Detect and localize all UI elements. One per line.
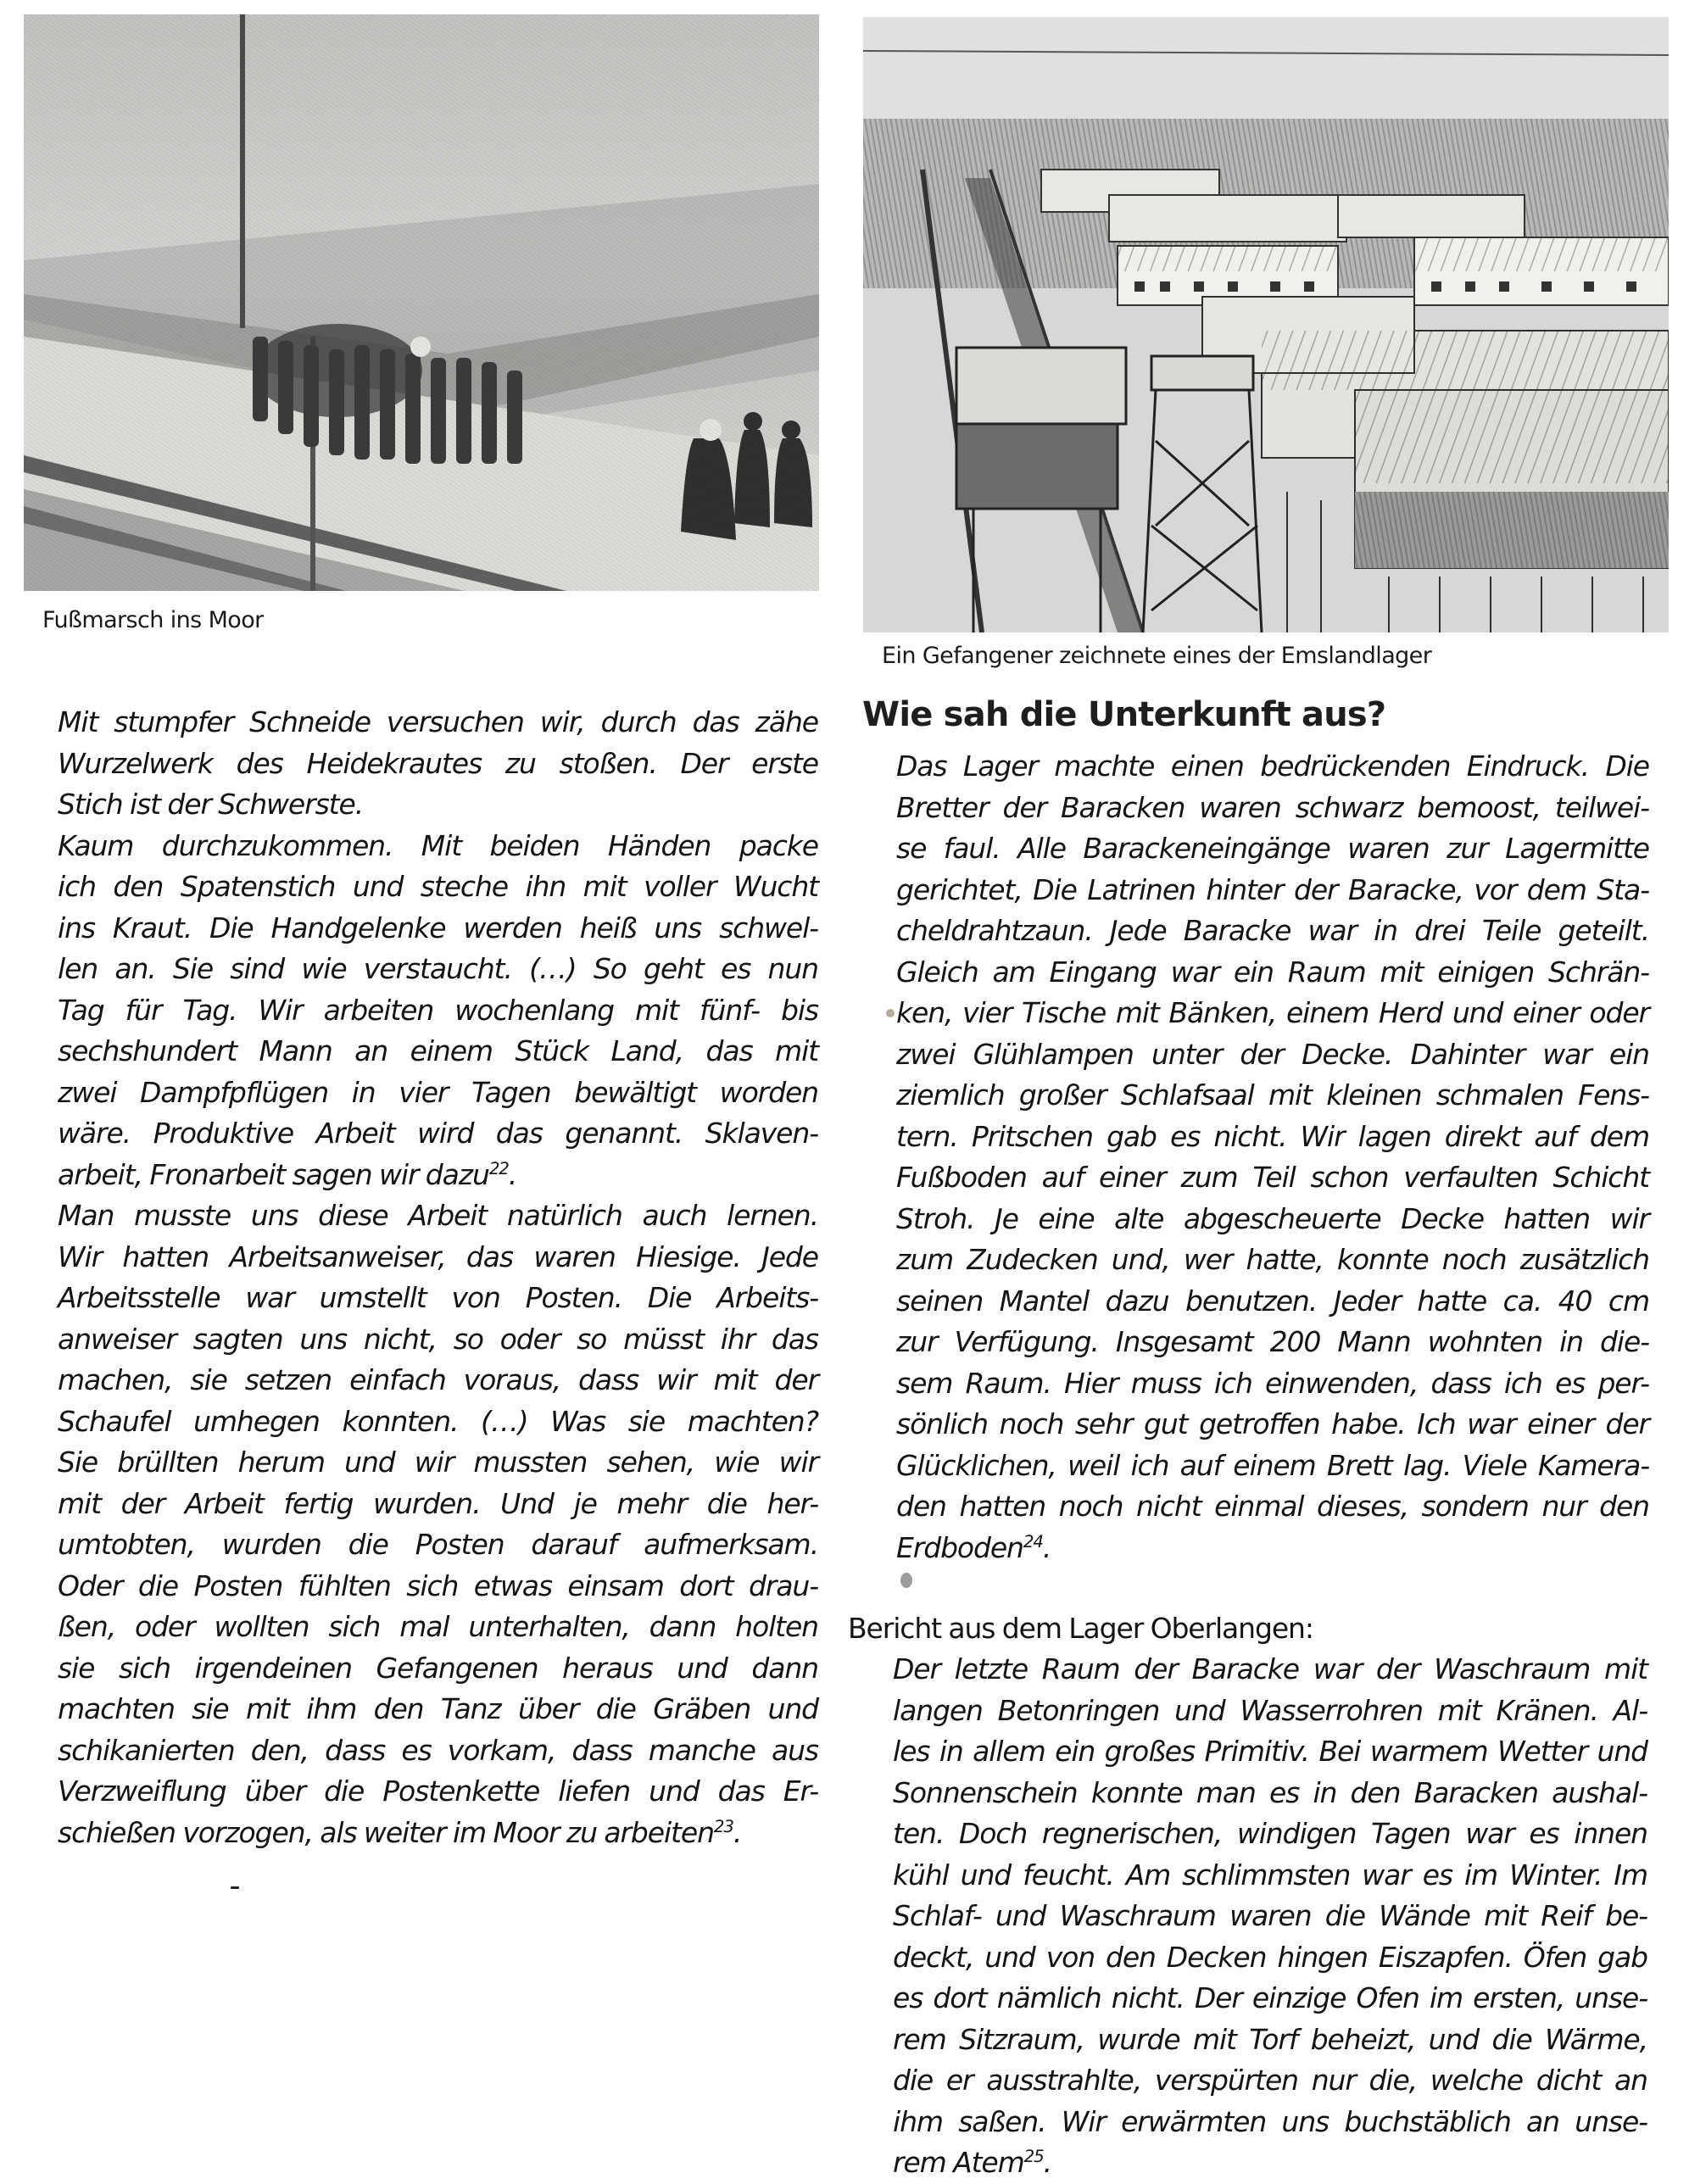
text-line (896, 1240, 1649, 1281)
text-line-content: umtobten, wurden die Posten darauf aufmerksam. (58, 1528, 818, 1561)
text-line (896, 952, 1649, 994)
text-line (893, 1978, 1647, 2020)
text-line (896, 911, 1649, 952)
text-line-content: Kaum durchzukommen. Mit beiden Händen packe (58, 828, 818, 862)
text-line-content: se faul. Alle Barackeneingänge waren zur Lagermitte (896, 832, 1649, 865)
text-line-content: zur Verfügung. Insgesamt 200 Mann wohnten in die- (896, 1325, 1649, 1358)
text-line-content: die er ausstrahlte, verspürten nur die, welche dicht an (893, 2064, 1647, 2097)
text-line-content: Glücklichen, weil ich auf einem Brett lag. Viele Kamera- (896, 1448, 1649, 1482)
marching-prisoners-illustration (24, 14, 819, 591)
text-line (893, 1855, 1647, 1897)
scan-speck (900, 1573, 912, 1588)
text-line (58, 1771, 818, 1813)
text-line-content: Fußboden auf einer zum Teil schon verfaulten Schicht (896, 1161, 1649, 1194)
text-line-content: kühl und feucht. Am schlimmsten war es im Winter. Im (893, 1858, 1647, 1892)
footnote-marker: 22 (488, 1158, 509, 1178)
text-line-content: rem Atem (893, 2146, 1024, 2179)
text-line (58, 1484, 818, 1525)
text-line (58, 702, 818, 744)
text-line-content: ins Kraut. Die Handgelenke werden heiß uns schwel- (58, 911, 818, 944)
footnote-marker: 24 (1023, 1531, 1043, 1552)
footnote-marker: 25 (1023, 2147, 1044, 2166)
text-line (58, 1360, 818, 1401)
scan-speck (231, 1886, 239, 1889)
text-line-content: les in allem ein großes Primitiv. Bei warmem Wetter und (893, 1735, 1647, 1768)
text-line (896, 746, 1649, 788)
text-line (896, 870, 1649, 911)
text-line (58, 744, 818, 785)
text-line (896, 828, 1649, 870)
text-line-content: gerichtet, Die Latrinen hinter der Baracke, vor dem Sta- (896, 872, 1649, 906)
line-end-punctuation: . (508, 1157, 517, 1191)
text-line (58, 1237, 818, 1279)
text-line (58, 1813, 818, 1854)
text-line-content: sechshundert Mann an einem Stück Land, das mit (58, 1034, 818, 1067)
text-line (896, 1322, 1649, 1363)
text-line (58, 1319, 818, 1361)
text-line (896, 1404, 1649, 1446)
text-line-content: len an. Sie sind wie verstaucht. (…) So geht es nun (58, 952, 818, 985)
text-line-content: es dort nämlich nicht. Der einzige Ofen im ersten, unse- (893, 1981, 1647, 2014)
report-intro (848, 1608, 1611, 1650)
text-line-content: Stroh. Je eine alte abgescheuerte Decke hatten wir (896, 1201, 1649, 1235)
text-line (58, 1648, 818, 1690)
section-heading: Wie sah die Unterkunft aus? (862, 695, 1386, 734)
text-line (896, 1363, 1649, 1405)
text-line-content: Verzweiflung über die Postenkette liefen und das Er- (58, 1774, 818, 1808)
text-line (58, 1113, 818, 1155)
text-line-content: sönlich noch sehr gut getroffen habe. Ich war einer der (896, 1407, 1649, 1440)
text-line-content: machten sie mit ihm den Tanz über die Gräben und (58, 1692, 818, 1725)
text-line-content: ten. Doch regnerischen, windigen Tagen war es innen (893, 1817, 1647, 1850)
text-line-content: schießen vorzogen, als weiter im Moor zu arbeiten (58, 1815, 714, 1849)
line-end-punctuation: . (1042, 1530, 1051, 1564)
text-line-content: Schlaf- und Waschraum waren die Wände mit Reif be- (893, 1899, 1647, 1932)
right-photo-caption: Ein Gefangener zeichnete eines der Emslandlager (882, 643, 1432, 669)
text-line (896, 1528, 1649, 1569)
text-line-content: rem Sitzraum, wurde mit Torf beheizt, und die Wärme, (893, 2022, 1647, 2056)
text-line (58, 990, 818, 1032)
text-line-content: Arbeitsstelle war umstellt von Posten. Die Arbeits- (58, 1281, 818, 1314)
text-line (893, 2020, 1647, 2061)
text-line (896, 1199, 1649, 1240)
text-line-content: zwei Dampfpflügen in vier Tagen bewältigt worden (58, 1075, 818, 1109)
text-line-content: seinen Mantel dazu benutzen. Jeder hatte ca. 40 cm (896, 1284, 1649, 1318)
text-line (58, 1524, 818, 1566)
text-line (58, 1442, 818, 1484)
text-line-content: anweiser sagten uns nicht, so oder so müsst ihr das (58, 1322, 818, 1356)
text-line (893, 1649, 1647, 1691)
text-line-content: cheldrahtzaun. Jede Baracke war in drei Teile geteilt. (896, 914, 1649, 947)
report-intro-line: Bericht aus dem Lager Oberlangen: (848, 1612, 1313, 1645)
text-line (893, 2060, 1647, 2102)
text-line (58, 1689, 818, 1730)
text-line (896, 1157, 1649, 1199)
text-line-content: Mit stumpfer Schneide versuchen wir, durch das zähe (58, 705, 818, 738)
text-line-content: Gleich am Eingang war ein Raum mit einigen Schrän- (896, 955, 1649, 989)
text-line-content: Wurzelwerk des Heidekrautes zu stoßen. Der erste (58, 746, 818, 780)
footnote-marker: 23 (713, 1816, 733, 1836)
text-line-content: mit der Arbeit fertig wurden. Und je mehr die her- (58, 1486, 818, 1520)
text-line (893, 2102, 1647, 2143)
text-line (896, 788, 1649, 829)
text-line (58, 1031, 818, 1072)
text-line (893, 1773, 1647, 1814)
text-line-content: den hatten noch nicht einmal dieses, sondern nur den (896, 1490, 1649, 1523)
text-line-content: wäre. Produktive Arbeit wird das genannt. Sklaven- (58, 1117, 818, 1150)
oberlangen-report-quote (893, 1649, 1647, 2184)
text-line-content: langen Betonringen und Wasserrohren mit Kränen. Al- (893, 1693, 1647, 1727)
text-line (58, 866, 818, 908)
text-line-content: ich den Spatenstich und steche ihn mit voller Wucht (58, 870, 818, 903)
text-line (893, 1937, 1647, 1979)
text-line-content: ziemlich großer Schlafsaal mit kleinen schmalen Fens- (896, 1078, 1649, 1112)
text-line (58, 826, 818, 867)
text-line (58, 908, 818, 950)
text-line-content: Tag für Tag. Wir arbeiten wochenlang mit fünf- bis (58, 993, 818, 1027)
text-line-content: deckt, und von den Decken hingen Eiszapfen. Öfen gab (893, 1940, 1647, 1974)
text-line-content: schikanierten den, dass es vorkam, dass manche aus (58, 1733, 818, 1767)
text-line (896, 1117, 1649, 1158)
marching-prisoners-photo (24, 14, 819, 591)
text-line-content: Man musste uns diese Arbeit natürlich auch lernen. (58, 1199, 818, 1232)
text-line-content: ihm saßen. Wir erwärmten uns buchstäblich an unse- (893, 2104, 1647, 2138)
text-line (896, 1034, 1649, 1076)
camp-drawing-image (863, 17, 1669, 632)
text-line-content: ßen, oder wollten sich mal unterhalten, dann holten (58, 1610, 818, 1643)
line-end-punctuation: . (733, 1815, 742, 1849)
text-line (58, 949, 818, 990)
left-photo-caption: Fußmarsch ins Moor (42, 607, 264, 633)
text-line (58, 1278, 818, 1319)
text-line-content: Oder die Posten fühlten sich etwas einsam dort drau- (58, 1568, 818, 1602)
text-line (896, 1446, 1649, 1487)
text-line (893, 1731, 1647, 1773)
text-line (893, 1896, 1647, 1937)
text-line (896, 1075, 1649, 1117)
text-line (58, 1155, 818, 1196)
accommodation-quote (896, 746, 1649, 1568)
text-line (58, 1401, 818, 1443)
text-line-content: Stich ist der Schwerste. (58, 788, 364, 821)
text-line (58, 1195, 818, 1237)
text-line-content: arbeit, Fronarbeit sagen wir dazu (58, 1157, 489, 1191)
text-line-content: zum Zudecken und, wer hatte, konnte noch zusätzlich (896, 1243, 1649, 1276)
text-line (893, 2142, 1647, 2184)
text-line (58, 1730, 818, 1772)
text-line (58, 1566, 818, 1607)
text-line (896, 993, 1649, 1034)
text-line (896, 1281, 1649, 1323)
text-line (58, 1607, 818, 1648)
text-line (893, 1691, 1647, 1732)
text-line-content: sie sich irgendeinen Gefangenen heraus und dann (58, 1651, 818, 1685)
scan-speck (886, 1009, 895, 1017)
text-line (896, 1486, 1649, 1528)
text-line (893, 1814, 1647, 1855)
text-line-content: ken, vier Tische mit Bänken, einem Herd und einer oder (896, 996, 1649, 1029)
line-end-punctuation: . (1043, 2146, 1052, 2179)
text-line-content: Wir hatten Arbeitsanweiser, das waren Hiesige. Jede (58, 1240, 818, 1273)
text-line (58, 1072, 818, 1114)
text-line-content: Bretter der Baracken waren schwarz bemoost, teilwei- (896, 790, 1649, 824)
text-line-content: Sonnenschein konnte man es in den Baracken aushal- (893, 1775, 1647, 1809)
text-line-content: Erdboden (896, 1530, 1023, 1564)
left-column-quote (58, 702, 818, 1853)
text-line-content: Sie brüllten herum und wir mussten sehen, wie wir (58, 1446, 818, 1479)
text-line-content: machen, sie setzen einfach voraus, dass wir mit der (58, 1363, 818, 1396)
text-line-content: zwei Glühlampen unter der Decke. Dahinter war ein (896, 1037, 1649, 1071)
text-line-content: Das Lager machte einen bedrückenden Eindruck. Die (896, 749, 1649, 783)
text-line-content: sem Raum. Hier muss ich einwenden, dass ich es per- (896, 1366, 1649, 1400)
text-line-content: Schaufel umhegen konnten. (…) Was sie machten? (58, 1404, 818, 1438)
text-line-content: Der letzte Raum der Baracke war der Waschraum mit (893, 1652, 1647, 1685)
camp-barracks-illustration (863, 17, 1669, 632)
text-line-content: tern. Pritschen gab es nicht. Wir lagen direkt auf dem (896, 1119, 1649, 1153)
text-line (58, 784, 818, 826)
